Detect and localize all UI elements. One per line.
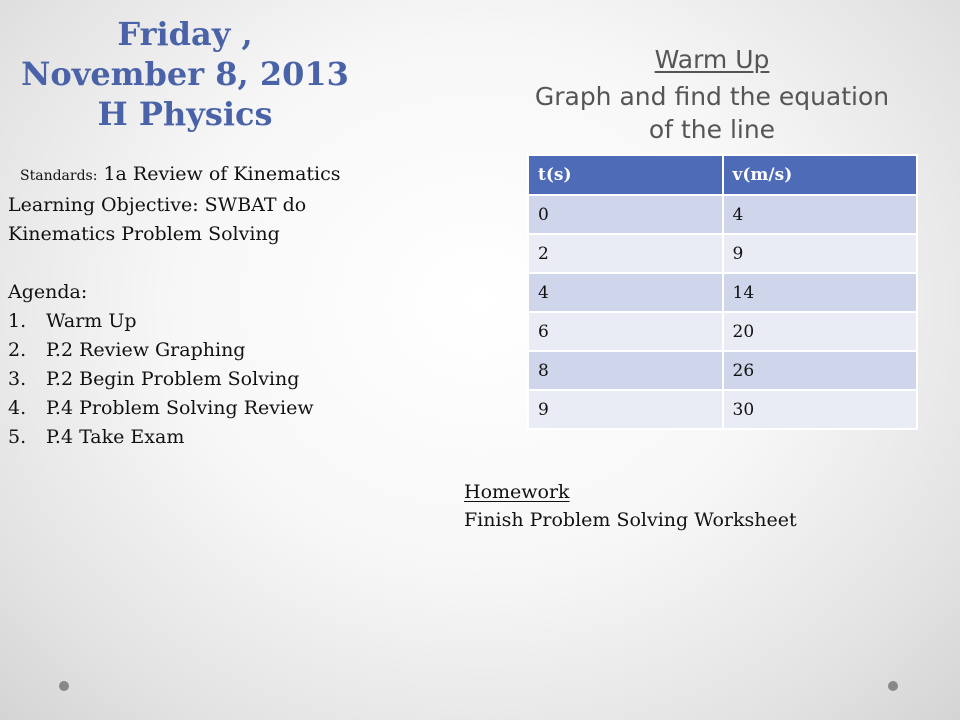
cell-velocity: 9 <box>723 234 918 273</box>
objective-line-1: Learning Objective: SWBAT do <box>8 194 307 216</box>
homework-section <box>464 478 797 534</box>
table-row <box>528 234 917 273</box>
decorative-dot-left <box>59 681 69 691</box>
agenda-item <box>8 336 428 365</box>
table-row <box>528 195 917 234</box>
cell-time: 6 <box>528 312 723 351</box>
agenda-item <box>8 365 428 394</box>
standards-line <box>8 160 428 191</box>
warmup-instructions: Graph and find the equation of the line <box>534 82 890 144</box>
header-time: t(s) <box>528 155 723 195</box>
cell-velocity: 14 <box>723 273 918 312</box>
agenda-item-text: P.4 Take Exam <box>46 426 185 448</box>
title-date: November 8, 2013 <box>21 55 349 93</box>
decorative-dot-right <box>888 681 898 691</box>
warmup-heading: Warm Up <box>654 45 770 74</box>
agenda-item-text: P.4 Problem Solving Review <box>46 397 314 419</box>
lesson-info <box>8 160 428 452</box>
standards-text: 1a Review of Kinematics <box>103 163 341 185</box>
agenda-item-number: 2. <box>8 339 27 361</box>
agenda-list <box>8 307 428 452</box>
objective-line-2: Kinematics Problem Solving <box>8 223 280 245</box>
spacer <box>8 249 428 278</box>
agenda-item-number: 4. <box>8 397 27 419</box>
table-header-row <box>528 155 917 195</box>
warmup-section <box>532 40 892 144</box>
cell-velocity: 20 <box>723 312 918 351</box>
table-row <box>528 273 917 312</box>
slide-title <box>20 14 350 134</box>
title-course: H Physics <box>97 95 273 133</box>
table-row <box>528 312 917 351</box>
homework-heading: Homework <box>464 481 570 503</box>
table-row <box>528 390 917 429</box>
time-velocity-table <box>527 154 918 430</box>
agenda-item-text: P.2 Review Graphing <box>46 339 246 361</box>
agenda-item-number: 3. <box>8 368 27 390</box>
cell-velocity: 30 <box>723 390 918 429</box>
cell-time: 4 <box>528 273 723 312</box>
agenda-item <box>8 394 428 423</box>
agenda-item-text: P.2 Begin Problem Solving <box>46 368 300 390</box>
agenda-heading: Agenda: <box>8 281 88 303</box>
agenda-item-number: 1. <box>8 310 27 332</box>
agenda-item <box>8 307 428 336</box>
cell-velocity: 4 <box>723 195 918 234</box>
agenda-item-number: 5. <box>8 426 27 448</box>
cell-time: 8 <box>528 351 723 390</box>
agenda-item <box>8 423 428 452</box>
cell-velocity: 26 <box>723 351 918 390</box>
homework-text: Finish Problem Solving Worksheet <box>464 509 797 531</box>
table-row <box>528 351 917 390</box>
cell-time: 2 <box>528 234 723 273</box>
standards-label: Standards: <box>20 168 98 184</box>
header-velocity: v(m/s) <box>723 155 918 195</box>
title-day: Friday , <box>117 15 253 53</box>
cell-time: 9 <box>528 390 723 429</box>
agenda-item-text: Warm Up <box>46 310 137 332</box>
cell-time: 0 <box>528 195 723 234</box>
